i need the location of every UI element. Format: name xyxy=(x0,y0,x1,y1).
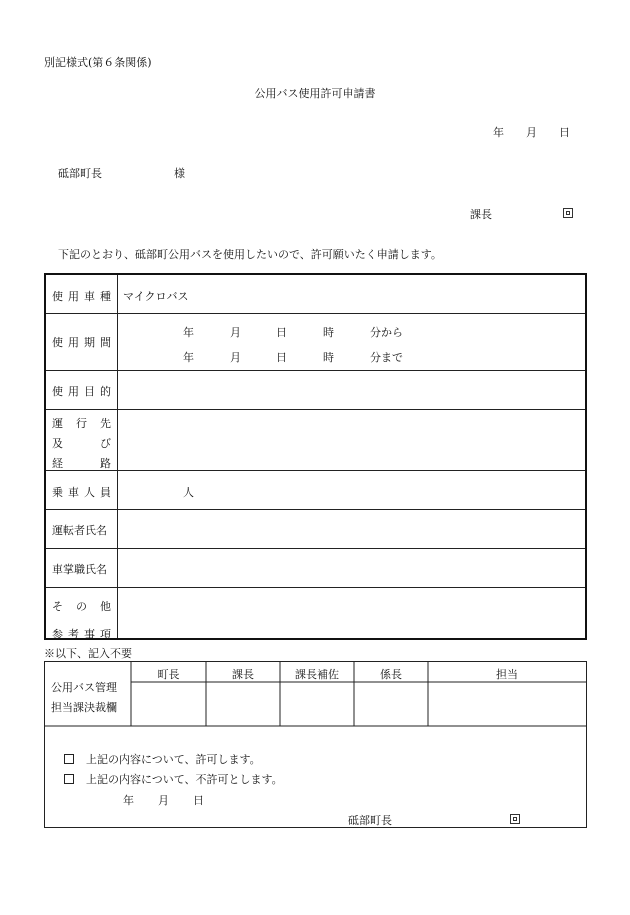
row-vehicle-type xyxy=(46,275,585,314)
option-approve[interactable] xyxy=(64,751,261,767)
option-reject[interactable] xyxy=(64,771,283,787)
date-month: 月 xyxy=(526,126,537,139)
column-staff: 担当 xyxy=(496,668,518,681)
passengers-label: 乗 車 人 員 xyxy=(52,486,111,499)
application-table xyxy=(44,273,587,640)
start-minute: 分から xyxy=(370,326,403,339)
end-day: 日 xyxy=(276,351,287,364)
document-title: 公用バス使用許可申請書 xyxy=(254,87,376,100)
form-number: 別記様式(第６条関係) xyxy=(44,56,152,69)
other-label-line-2: 参 考 事 項 xyxy=(52,628,111,641)
column-mayor: 町長 xyxy=(157,668,180,681)
signer-name: 砥部町長 xyxy=(348,814,392,827)
end-hour: 時 xyxy=(323,351,334,364)
vehicle-type-label: 使 用 車 種 xyxy=(52,290,111,303)
approval-date[interactable] xyxy=(123,792,204,808)
reject-label: 上記の内容について、不許可とします。 xyxy=(86,773,283,786)
approval-date-month: 月 xyxy=(158,794,169,807)
approval-date-day: 日 xyxy=(193,794,204,807)
end-year: 年 xyxy=(183,351,194,364)
conductor-label: 車掌職氏名 xyxy=(52,563,107,576)
row-usage-period xyxy=(46,314,585,371)
application-date[interactable] xyxy=(493,124,570,140)
stamp-cell-section-chief[interactable] xyxy=(207,684,280,726)
start-month: 月 xyxy=(230,326,241,339)
start-hour: 時 xyxy=(323,326,334,339)
route-field[interactable] xyxy=(123,410,583,470)
applicant[interactable] xyxy=(470,206,573,222)
row-passengers xyxy=(46,471,585,510)
vehicle-type-value[interactable]: マイクロバス xyxy=(123,290,189,303)
approve-checkbox[interactable] xyxy=(64,754,74,764)
section-label-line-1: 公用バス管理 xyxy=(51,681,117,694)
approval-signer[interactable] xyxy=(348,812,520,828)
purpose-field[interactable] xyxy=(123,371,583,409)
row-purpose xyxy=(46,371,585,410)
approve-label: 上記の内容について、許可します。 xyxy=(86,753,261,766)
column-subsection-chief: 係長 xyxy=(380,668,402,681)
other-field[interactable] xyxy=(123,588,583,638)
seal-icon xyxy=(510,814,520,824)
start-year: 年 xyxy=(183,326,194,339)
driver-label: 運転者氏名 xyxy=(52,524,107,537)
route-label-line-1: 運 行 先 xyxy=(52,417,111,430)
other-label-line-1: そ の 他 xyxy=(52,600,111,613)
date-year: 年 xyxy=(493,126,504,139)
reject-checkbox[interactable] xyxy=(64,774,74,784)
column-section-chief: 課長 xyxy=(232,668,254,681)
stamp-cell-subsection-chief[interactable] xyxy=(355,684,428,726)
conductor-field[interactable] xyxy=(123,549,583,587)
date-day: 日 xyxy=(559,126,570,139)
column-assistant-chief: 課長補佐 xyxy=(295,668,339,681)
driver-field[interactable] xyxy=(123,510,583,548)
row-driver xyxy=(46,510,585,549)
other-label xyxy=(52,598,111,642)
start-day: 日 xyxy=(276,326,287,339)
applicant-title: 課長 xyxy=(470,208,492,221)
addressee xyxy=(58,165,185,181)
row-other xyxy=(46,588,585,641)
end-minute: 分まで xyxy=(370,351,403,364)
approval-section-label xyxy=(51,678,117,718)
approval-date-year: 年 xyxy=(123,794,134,807)
route-label-line-2: 及 び xyxy=(52,437,111,450)
stamp-cell-staff[interactable] xyxy=(429,684,586,726)
period-end[interactable] xyxy=(183,349,403,365)
usage-period-label: 使 用 期 間 xyxy=(52,336,111,349)
period-start[interactable] xyxy=(183,324,403,340)
stamp-cell-assistant-chief[interactable] xyxy=(281,684,354,726)
addressee-suffix: 様 xyxy=(174,167,185,180)
end-month: 月 xyxy=(230,351,241,364)
row-conductor xyxy=(46,549,585,588)
route-label-line-3: 経 路 xyxy=(52,457,111,470)
row-route xyxy=(46,410,585,471)
stamp-cell-mayor[interactable] xyxy=(132,684,206,726)
passengers-unit[interactable]: 人 xyxy=(183,486,194,499)
purpose-label: 使 用 目 的 xyxy=(52,385,111,398)
seal-icon xyxy=(563,208,573,218)
addressee-name: 砥部町長 xyxy=(58,167,102,180)
route-label xyxy=(52,415,111,471)
section-label-line-2: 担当課決裁欄 xyxy=(51,701,117,714)
note-text: ※以下、記入不要 xyxy=(44,647,132,660)
approval-section xyxy=(44,661,587,828)
intro-text: 下記のとおり、砥部町公用バスを使用したいので、許可願いたく申請します。 xyxy=(58,248,442,261)
